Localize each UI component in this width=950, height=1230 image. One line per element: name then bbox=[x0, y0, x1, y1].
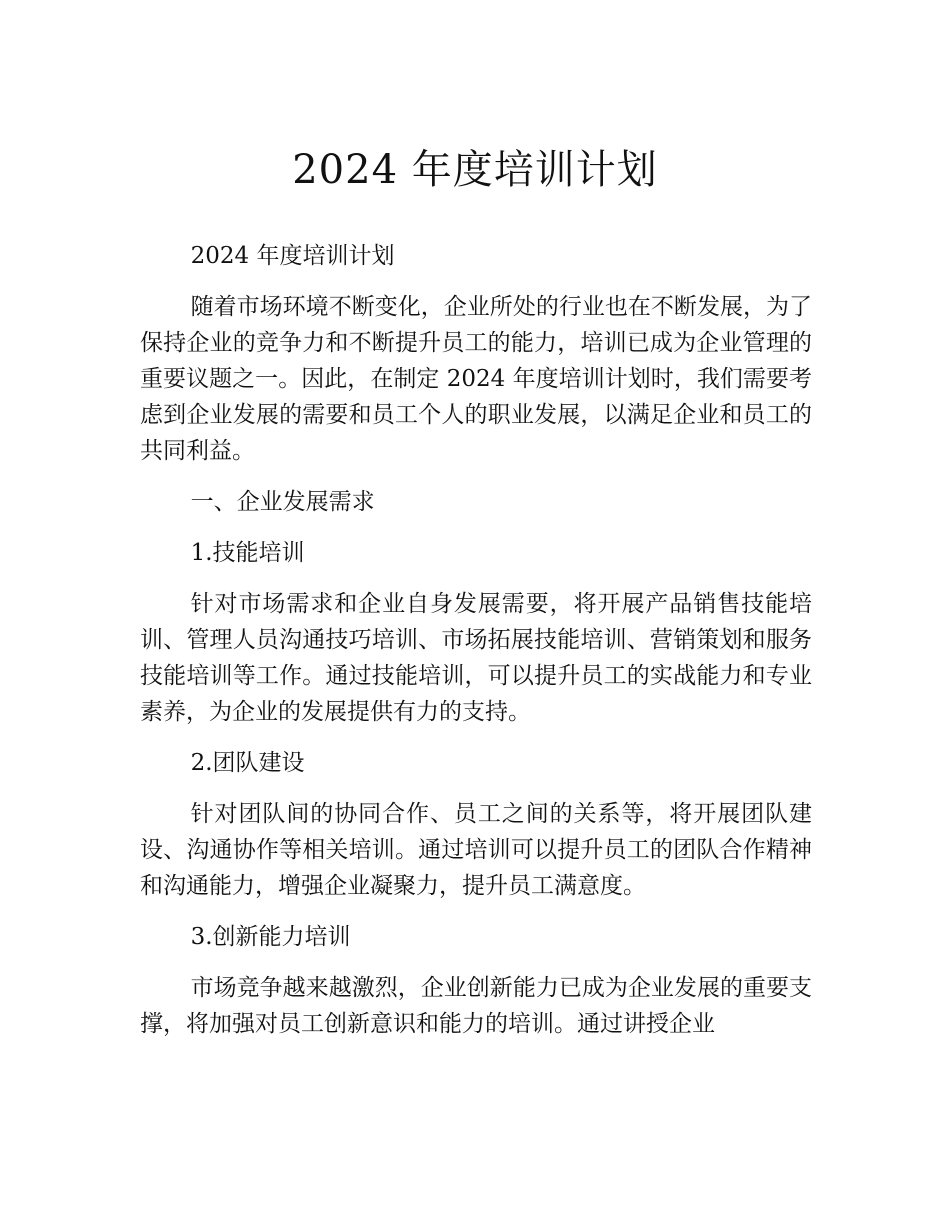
subsection-heading: 3.创新能力培训 bbox=[190, 924, 351, 950]
paragraph: 针对市场需求和企业自身发展需要，将开展产品销售技能培训、管理人员沟通技巧培训、市场拓展技能培训、营销策划和服务技能培训等工作。通过技能培训，可以提升员工的实战能力和专业素养，为企业的发展提供有力的支持。 bbox=[140, 591, 812, 725]
document-title: 2024 年度培训计划 bbox=[292, 147, 658, 193]
section-heading: 2024 年度培训计划 bbox=[190, 243, 395, 269]
section-heading: 一、企业发展需求 bbox=[190, 489, 375, 515]
paragraph: 市场竞争越来越激烈，企业创新能力已成为企业发展的重要支撑，将加强对员工创新意识和能力的培训。通过讲授企业 bbox=[140, 975, 812, 1037]
paragraph: 针对团队间的协同合作、员工之间的关系等，将开展团队建设、沟通协作等相关培训。通过培训可以提升员工的团队合作精神和沟通能力，增强企业凝聚力，提升员工满意度。 bbox=[140, 801, 812, 899]
subsection-heading: 2.团队建设 bbox=[190, 750, 305, 776]
paragraph-intro: 随着市场环境不断变化，企业所处的行业也在不断发展，为了保持企业的竞争力和不断提升员工的能力，培训已成为企业管理的重要议题之一。因此，在制定 2024 年度培训计划时，我们需要考虑到企业发展的需要和员工个人的职业发展，以满足企业和员工的共同利益。 bbox=[140, 294, 812, 464]
subsection-heading: 1.技能培训 bbox=[190, 540, 305, 566]
document-body bbox=[140, 238, 812, 1057]
